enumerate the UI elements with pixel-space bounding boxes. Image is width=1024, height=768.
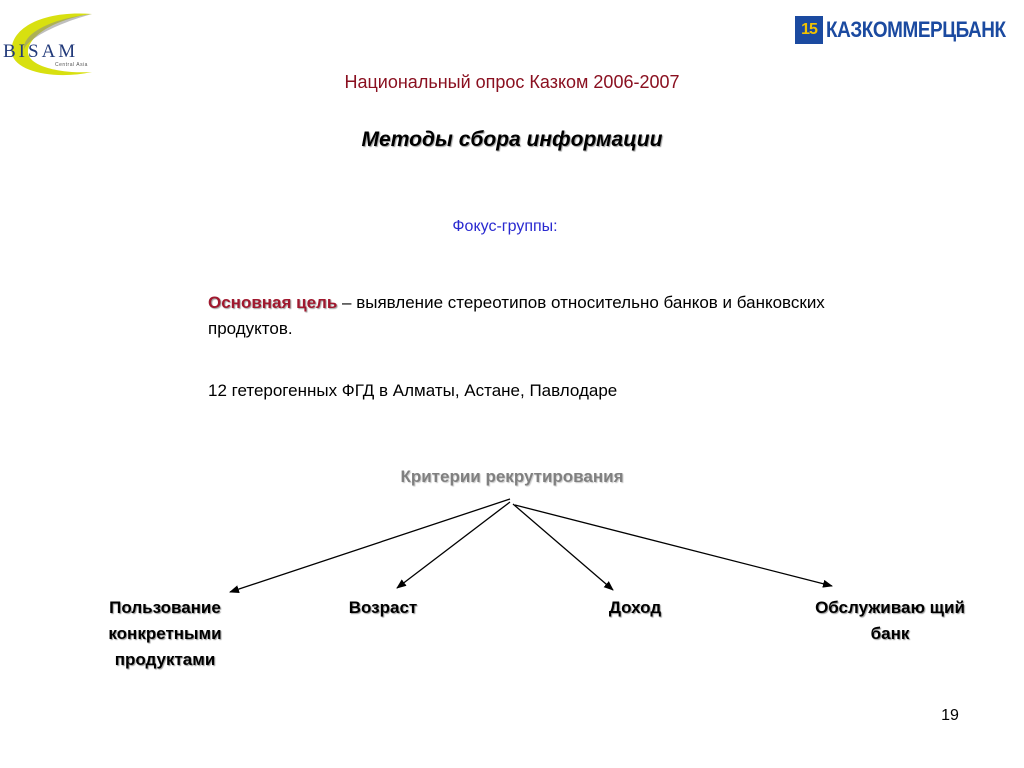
kazkom-wordmark: КАЗКОММЕРЦБАНК xyxy=(826,17,1006,42)
survey-title: Национальный опрос Казком 2006-2007 xyxy=(344,72,680,92)
criterion-income: Доход xyxy=(608,598,662,617)
criterion-age: Возраст xyxy=(348,598,418,617)
page-number: 19 xyxy=(941,707,959,724)
arrow-to-bank xyxy=(515,505,832,586)
bisam-subtitle: Central Asia xyxy=(55,62,88,68)
criteria-title: Критерии рекрутирования xyxy=(400,467,624,486)
goal-description: – выявление стереотипов относительно банков и банковских продуктов. xyxy=(208,293,825,338)
criterion-products: Пользование конкретными продуктами xyxy=(108,598,222,669)
arrow-to-products xyxy=(230,499,510,592)
arrow-to-age xyxy=(397,502,510,588)
goal-label: Основная цель xyxy=(208,293,338,312)
fgd-description: 12 гетерогенных ФГД в Алматы, Астане, Павлодаре xyxy=(208,381,618,400)
bisam-wordmark: BISAM xyxy=(3,41,79,62)
criterion-servicing-bank: Обслуживаю щий банк xyxy=(815,598,965,643)
focus-groups-title: Фокус-группы: xyxy=(452,218,558,235)
kazkom-emblem-icon: 15 xyxy=(795,16,823,44)
methods-title: Методы сбора информации xyxy=(361,128,663,151)
